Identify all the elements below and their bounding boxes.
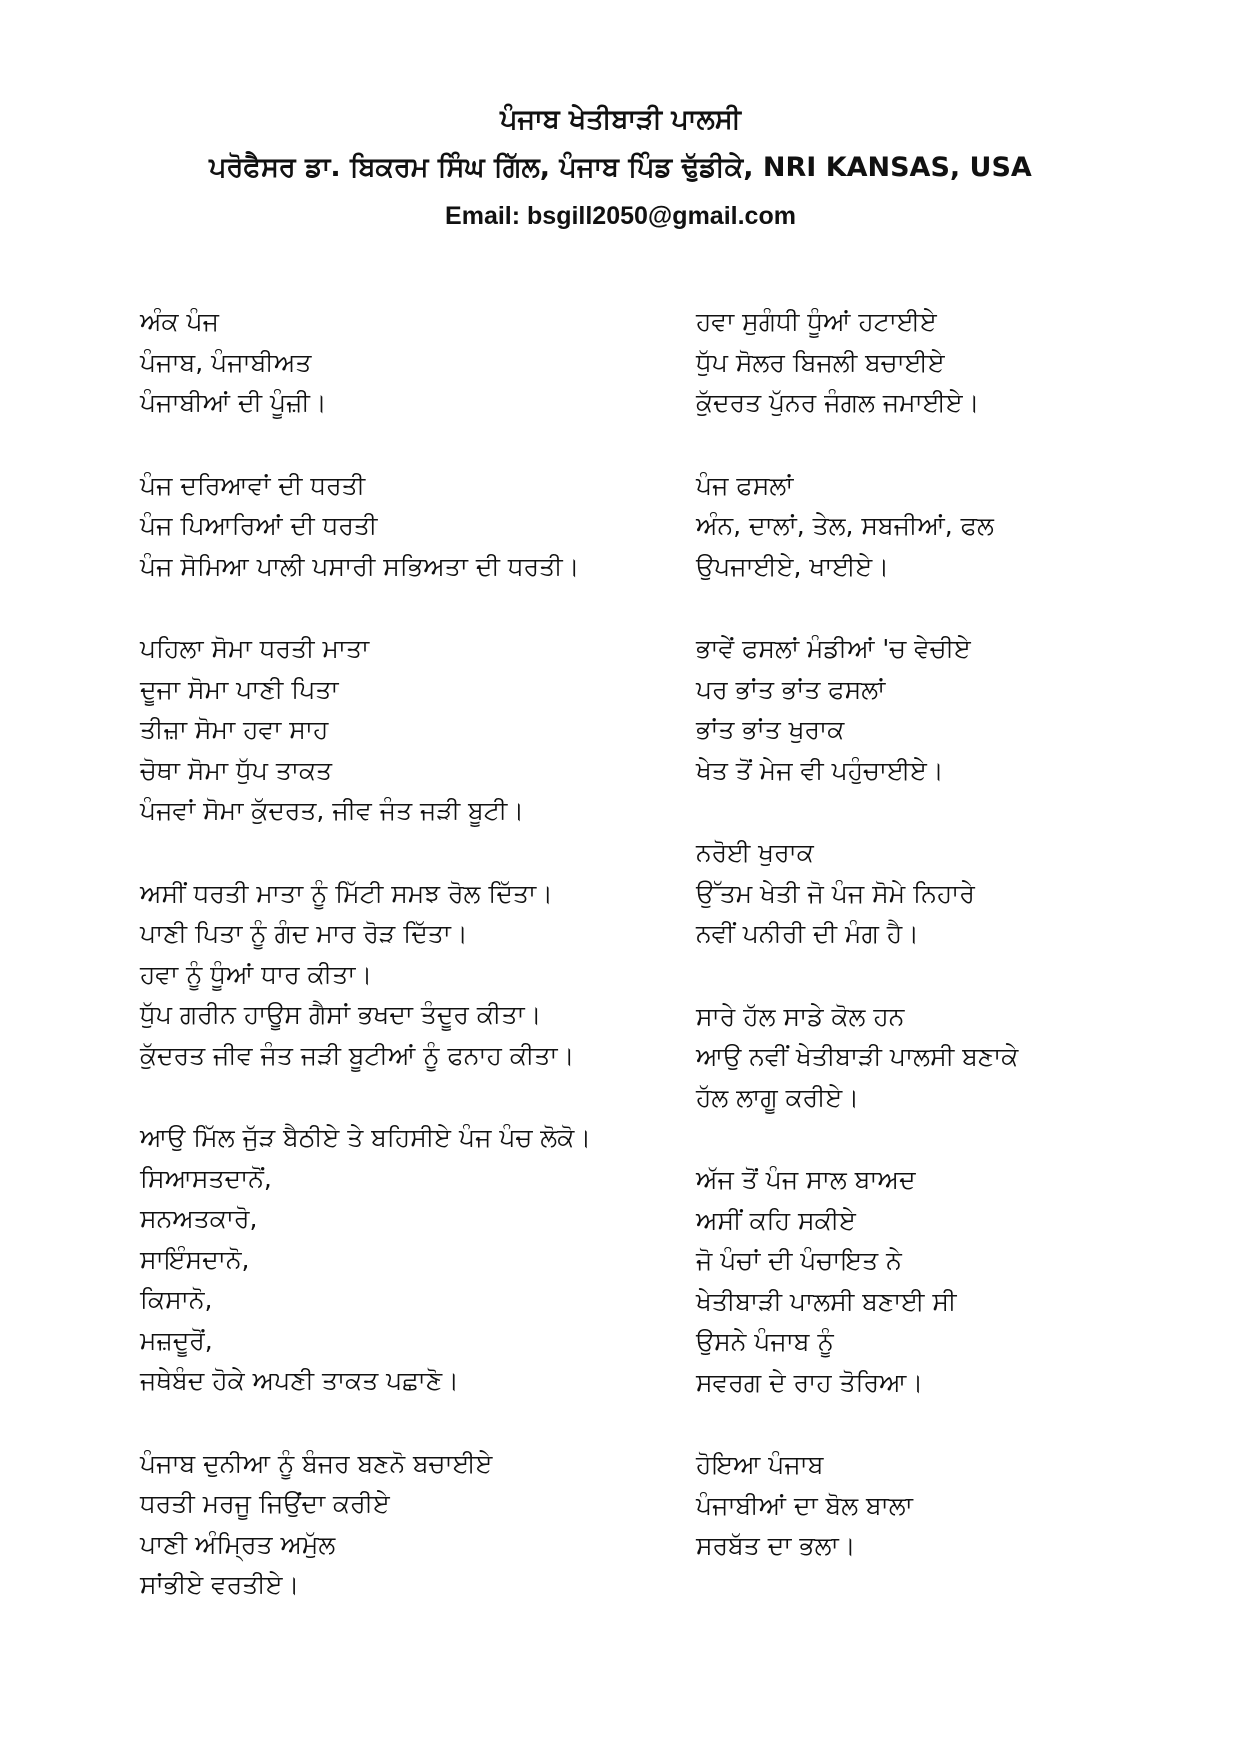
- poem-stanza: [140, 1444, 660, 1606]
- poem-line: ਹਵਾ ਨੂੰ ਧੂੰਆਂ ਧਾਰ ਕੀਤਾ।: [140, 959, 373, 989]
- poem-line: ਪੰਜਵਾਂ ਸੋਮਾ ਕੁੱਦਰਤ, ਜੀਵ ਜੰਤ ਜੜੀ ਬੂਟੀ।: [140, 796, 525, 825]
- poem-line: ਪੰਜਾਬ ਦੁਨੀਆ ਨੂੰ ਬੰਜਰ ਬਣਨੋ ਬਚਾਈਏ: [140, 1448, 493, 1478]
- poem-left-column: [140, 302, 660, 1648]
- poem-line: ਪਾਣੀ ਪਿਤਾ ਨੂੰ ਗੰਦ ਮਾਰ ਰੋੜ ਦਿੱਤਾ।: [140, 919, 468, 948]
- poem-line: ਸਾਂਭੀਏ ਵਰਤੀਏ।: [140, 1570, 300, 1599]
- author-line: ਪਰੋਫੈਸਰ ਡਾ. ਬਿਕਰਮ ਸਿੰਘ ਗਿੱਲ, ਪੰਜਾਬ ਪਿੰਡ ਢੁੱਡੀਕੇ, NRI KANSAS, USA: [209, 152, 1032, 183]
- poem-right-column: [696, 302, 1116, 1609]
- poem-stanza: [696, 1445, 1116, 1567]
- poem-stanza: [140, 1118, 660, 1402]
- poem-line: ਧਰਤੀ ਮਰਜੂ ਜਿਉਂਦਾ ਕਰੀਏ: [140, 1489, 390, 1518]
- poem-line: ਉਸਨੇ ਪੰਜਾਬ ਨੂੰ: [696, 1327, 834, 1356]
- poem-line: ਆਉ ਨਵੀਂ ਖੇਤੀਬਾੜੀ ਪਾਲਸੀ ਬਣਾਕੇ: [696, 1042, 1019, 1071]
- poem-line: ਪੰਜ ਸੋਮਿਆ ਪਾਲੀ ਪਸਾਰੀ ਸਭਿਅਤਾ ਦੀ ਧਰਤੀ।: [140, 551, 580, 581]
- poem-line: ਦੂਜਾ ਸੋਮਾ ਪਾਣੀ ਪਿਤਾ: [140, 674, 339, 704]
- poem-line: ਪਰ ਭਾਂਤ ਭਾਂਤ ਫਸਲਾਂ: [696, 674, 886, 704]
- poem-line: ਪੰਜਾਬੀਆਂ ਦਾ ਬੋਲ ਬਾਲਾ: [696, 1490, 913, 1520]
- poem-line: ਪਹਿਲਾ ਸੋਮਾ ਧਰਤੀ ਮਾਤਾ: [140, 634, 370, 663]
- poem-stanza: [696, 997, 1116, 1119]
- poem-line: ਸਿਆਸਤਦਾਨੋਂ,: [140, 1163, 272, 1193]
- poem-line: ਚੋਥਾ ਸੋਮਾ ਧੁੱਪ ਤਾਕਤ: [140, 755, 333, 785]
- poem-stanza: [140, 874, 660, 1077]
- poem-line: ਤੀਜ਼ਾ ਸੋਮਾ ਹਵਾ ਸਾਹ: [140, 715, 329, 744]
- poem-line: ਸਵਰਗ ਦੇ ਰਾਹ ਤੋਰਿਆ।: [696, 1367, 924, 1397]
- poem-line: ਪੰਜ ਫਸਲਾਂ: [696, 470, 794, 500]
- poem-line: ਸਾਰੇ ਹੱਲ ਸਾਡੇ ਕੋਲ ਹਨ: [696, 1001, 905, 1031]
- poem-line: ਅਸੀਂ ਕਹਿ ਸਕੀਏ: [696, 1205, 856, 1235]
- poem-stanza: [696, 302, 1116, 424]
- poem-line: ਖੇਤੀਬਾੜੀ ਪਾਲਸੀ ਬਣਾਈ ਸੀ: [696, 1286, 957, 1316]
- poem-line: ਅੱਜ ਤੋਂ ਪੰਜ ਸਾਲ ਬਾਅਦ: [696, 1165, 916, 1194]
- poem-stanza: [696, 833, 1116, 955]
- poem-line: ਕਿਸਾਨੋ,: [140, 1285, 213, 1314]
- poem-line: ਸਰਬੱਤ ਦਾ ਭਲਾ।: [696, 1531, 856, 1560]
- poem-line: ਕੁੱਦਰਤ ਪੁੱਨਰ ਜੰਗਲ ਜਮਾਈਏ।: [696, 388, 980, 417]
- poem-stanza: [696, 1160, 1116, 1403]
- document-title: ਪੰਜਾਬ ਖੇਤੀਬਾੜੀ ਪਾਲਸੀ: [500, 104, 741, 135]
- poem-line: ਪੰਜਾਬੀਆਂ ਦੀ ਪੂੰਜ਼ੀ।: [140, 388, 327, 417]
- poem-line: ਪੰਜ ਪਿਆਰਿਆਂ ਦੀ ਧਰਤੀ: [140, 511, 378, 540]
- document-header: [0, 96, 1241, 240]
- poem-line: ਭਾਵੇਂ ਫਸਲਾਂ ਮੰਡੀਆਂ 'ਚ ਵੇਚੀਏ: [696, 634, 971, 663]
- poem-line: ਅੰਨ, ਦਾਲਾਂ, ਤੇਲ, ਸਬਜੀਆਂ, ਫਲ: [696, 511, 994, 540]
- poem-line: ਪੰਜ ਦਰਿਆਵਾਂ ਦੀ ਧਰਤੀ: [140, 470, 366, 500]
- poem-line: ਨਰੋਈ ਖੁਰਾਕ: [696, 838, 814, 867]
- poem-line: ਜਥੇਬੰਦ ਹੋਕੇ ਅਪਣੀ ਤਾਕਤ ਪਛਾਣੋ।: [140, 1366, 459, 1395]
- poem-line: ਮਜ਼ਦੂਰੋਂ,: [140, 1325, 213, 1355]
- poem-line: ਖੇਤ ਤੋਂ ਮੇਜ ਵੀ ਪਹੁੰਚਾਈਏ।: [696, 755, 944, 785]
- poem-line: ਸਨਅਤਕਾਰੋ,: [140, 1204, 258, 1233]
- author-email: Email: bsgill2050@gmail.com: [445, 202, 796, 230]
- poem-line: ਉਪਜਾਈਏ, ਖਾਈਏ।: [696, 551, 890, 581]
- poem-line: ਅੰਕ ਪੰਜ: [140, 307, 219, 336]
- poem-line: ਹੱਲ ਲਾਗੂ ਕਰੀਏ।: [696, 1082, 860, 1112]
- poem-line: ਹੋਇਆ ਪੰਜਾਬ: [696, 1450, 824, 1479]
- poem-line: ਪਾਣੀ ਅੰਮ੍ਰਿਤ ਅਮੁੱਲ: [140, 1529, 336, 1559]
- poem-line: ਉੱਤਮ ਖੇਤੀ ਜੋ ਪੰਜ ਸੋਮੇ ਨਿਹਾਰੇ: [696, 878, 975, 908]
- poem-line: ਧੁੱਪ ਗਰੀਨ ਹਾਊਸ ਗੈਸਾਂ ਭਖਦਾ ਤੰਦੂਰ ਕੀਤਾ।: [140, 1000, 542, 1029]
- poem-line: ਸਾਇੰਸਦਾਨੋ,: [140, 1244, 250, 1274]
- poem-line: ਜੋ ਪੰਚਾਂ ਦੀ ਪੰਚਾਇਤ ਨੇ: [696, 1246, 902, 1275]
- poem-stanza: [696, 629, 1116, 791]
- poem-stanza: [140, 466, 660, 588]
- poem-line: ਪੰਜਾਬ, ਪੰਜਾਬੀਅਤ: [140, 347, 312, 377]
- poem-line: ਭਾਂਤ ਭਾਂਤ ਖੁਰਾਕ: [696, 715, 845, 744]
- poem-line: ਹਵਾ ਸੁਗੰਧੀ ਧੂੰਆਂ ਹਟਾਈਏ: [696, 307, 937, 336]
- poem-line: ਕੁੱਦਰਤ ਜੀਵ ਜੰਤ ਜੜੀ ਬੂਟੀਆਂ ਨੂੰ ਫਨਾਹ ਕੀਤਾ।: [140, 1040, 575, 1070]
- poem-line: ਅਸੀਂ ਧਰਤੀ ਮਾਤਾ ਨੂੰ ਮਿੱਟੀ ਸਮਝ ਰੋਲ ਦਿੱਤਾ।: [140, 878, 553, 908]
- poem-stanza: [696, 466, 1116, 588]
- poem-line: ਧੁੱਪ ਸੋਲਰ ਬਿਜਲੀ ਬਚਾਈਏ: [696, 347, 945, 377]
- poem-line: ਨਵੀਂ ਪਨੀਰੀ ਦੀ ਮੰਗ ਹੈ।: [696, 919, 920, 948]
- poem-line: ਆਉ ਮਿੱਲ ਜੁੱੜ ਬੈਠੀਏ ਤੇ ਬਹਿਸੀਏ ਪੰਜ ਪੰਚ ਲੋਕੋ।: [140, 1123, 592, 1152]
- poem-stanza: [140, 629, 660, 832]
- poem-stanza: [140, 302, 660, 424]
